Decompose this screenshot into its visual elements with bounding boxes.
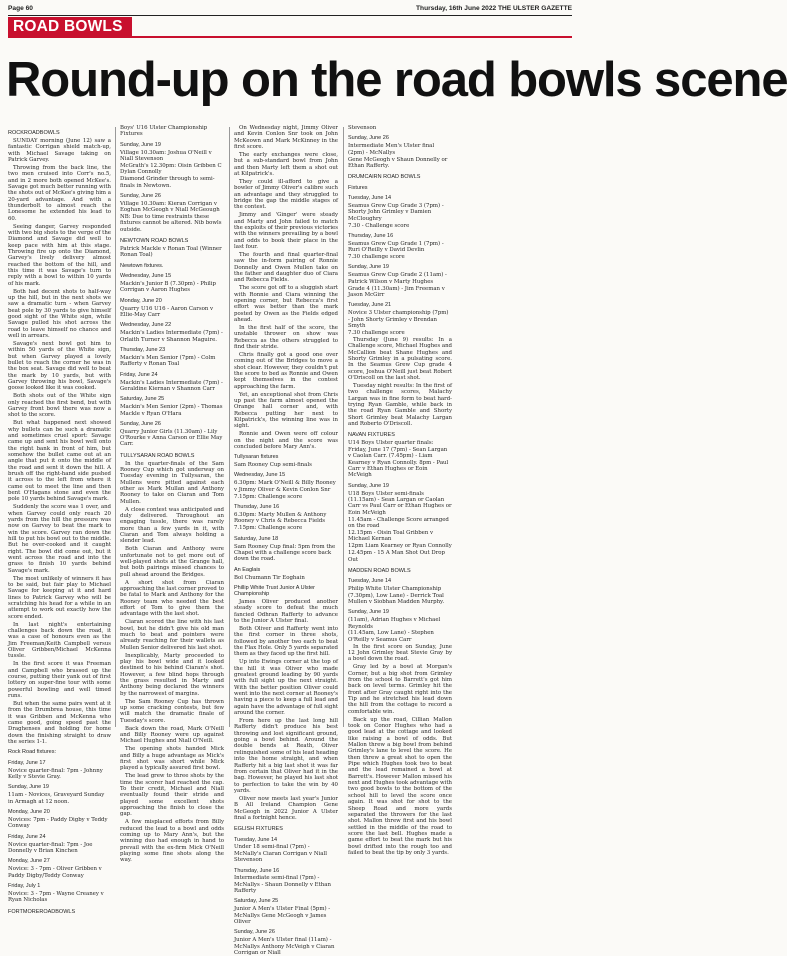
fixture-line: Seamus Grew Cup Grade 3 (7pm) - Shorty John Grimley v Damien McCloughry bbox=[348, 202, 444, 222]
fixture-line: (11am), Adrian Hughes v Michael Reynolds bbox=[348, 617, 441, 630]
paragraph: A few misplaced efforts from Billy reduced the lead to a bowl and odds coming up to Mary Ann's, but the winning duo had enough in hand to prevail with the ex-firm Mick O'Neill playing some fine shots along the way. bbox=[120, 819, 224, 864]
paragraph: Yet, an exceptional shot from Chris up past the farm almost opened the Orange hall corner and, with Rebecca putting her next to Kilpatrick's, the winning line was in sight. bbox=[234, 391, 338, 430]
page-number: Page 60 bbox=[8, 5, 33, 12]
headline: Round-up on the road bowls scene bbox=[6, 53, 787, 107]
fixture-line: 7.15pm: Challenge score bbox=[234, 525, 303, 532]
paragraph: On Wednesday night, Jimmy Oliver and Kevin Conlon Snr took on John McKeown and Mark McKinney in the first score. bbox=[234, 125, 338, 151]
fixture-line: Mackin's Men Senior (2pm) - Thomas Mackle v Ryan O'Hara bbox=[120, 404, 223, 417]
paragraph: The early exchanges were close, but a sub-standard bowl from John and then Marty left them a shot out at Kilpatrick's. bbox=[234, 151, 338, 177]
fixture-line: Junior A Men's Ulster Final (5pm) - McNallys Gene McGeogh v James Oliver bbox=[234, 906, 331, 926]
section-heading: NEWTOWN ROAD BOWLS bbox=[120, 238, 189, 245]
paragraph: A close contest was anticipated and duly delivered. Throughout an engaging tussle, there was rarely more than a few yards in it, with Ciaran and Tom always holding a slender lead. bbox=[120, 506, 224, 545]
paragraph: Ronnie and Owen were off colour on the night and the score was concluded before Mary Ann's. bbox=[234, 431, 338, 450]
fixture-line: Patrick Mackle v Ronan Toal (Winner Ronan Toal) bbox=[120, 246, 222, 259]
section-label: ROAD BOWLS bbox=[8, 17, 132, 36]
paragraph: Both Ciaran and Anthony were unfortunate not to get more out of well-played shots at the Grange hall, but both pairings missed chances to pull ahead around the Bridges. bbox=[120, 546, 224, 578]
paragraph: In last night's entertaining challenges back down the road, it was a case of honours even as the Jim Freeman/Keith Campbell versus Oliver Gribben/Michael McKenna tussle. bbox=[8, 621, 111, 660]
paragraph: The Sam Rooney Cup has thrown up some cracking contests, but few will match the dramatic finale of Tuesday's score. bbox=[120, 698, 224, 724]
article-columns bbox=[8, 125, 573, 956]
paragraph: Chris finally got a good one over coming out of the Bridges to move a shot clear. However, they couldn't put the score to bed as Ronnie and Owen kept themselves in the contest approaching the farm. bbox=[234, 351, 338, 390]
section-heading: DRUMCAIRN ROAD BOWLS bbox=[348, 174, 421, 181]
fixture-line: Village 10.30am: Kieran Corrigan v Eoghan McGeogh v Niall McGeough bbox=[120, 200, 220, 214]
fixture-line: Novice 3 Ulster championship (7pm) - John Shorty Grimley v Brendan Smyth bbox=[348, 310, 449, 329]
paragraph: Seeing danger, Garvey responded with two big shots to the verge of the Diamond and Savage did well to keep pace with him at this stage. Throwing fire up onto the Diamond, Garvey's lively delivery almost reached the bottom of the hill, and this time it was Savage's turn to reply with a bowl to within 10 yards of his mark. bbox=[8, 223, 111, 287]
subheading: Monday, June 20 bbox=[8, 809, 50, 816]
fixture-line: 7.30 - Challenge score bbox=[348, 222, 410, 229]
paragraph: The lead grew to three shots by the time the scorer had reached the cap. To their credit, Michael and Niall eventually found their stride and played some excellent shots approaching the finish to close the gap. bbox=[120, 773, 224, 818]
column-divider bbox=[229, 127, 230, 727]
subheading: Thursday, June 16 bbox=[234, 867, 280, 874]
paragraph: James Oliver produced another steady score to defeat the much fancied Odhran Rafferty to advance to the Junior A Ulster final. bbox=[234, 599, 338, 625]
subheading: Friday, July 1 bbox=[8, 882, 41, 889]
fixture-line: 7.15pm: Challenge score bbox=[234, 493, 303, 500]
fixture-line: 12.45pm - 15 A Man Shot Out Drop Out bbox=[348, 550, 445, 563]
column-divider bbox=[343, 127, 344, 727]
section-heading: TULLYSARAN ROAD BOWLS bbox=[120, 452, 195, 459]
fixture-line: (11.45am, Low Lane) - Stephen O'Reilly v Seamus Carr bbox=[348, 630, 434, 643]
fixture-line: 6.30pm: Marty Mullen & Anthony Rooney v Chris & Rebecca Fields bbox=[234, 511, 327, 525]
paragraph: SUNDAY morning (June 12) saw a fantastic Corrigan shield match-up, with Michael Savage taking on Patrick Garvey. bbox=[8, 137, 111, 163]
subheading: Rock Road fixtures: bbox=[8, 749, 56, 756]
subheading: Tuesday, June 14 bbox=[348, 578, 392, 585]
subheading: Sunday, June 19 bbox=[348, 609, 389, 616]
subheading: Monday, June 27 bbox=[8, 858, 50, 865]
fixture-line: Philip White Ulster Championship (7.30pm), Low Lane) - Derrick Toal Mullen v Siobhan Madden Murphy. bbox=[348, 586, 445, 605]
fixture-line: 7.30 challenge score bbox=[348, 254, 405, 261]
fixture-line: Quarry Junior Girls (11.30am) - Lily O'Rourke v Anna Carson or Ellie May Carr. bbox=[120, 428, 223, 448]
fixture-line: 7.30 challenge score bbox=[348, 329, 405, 336]
subheading: Sunday, June 26 bbox=[120, 420, 161, 427]
paragraph: Up into Ewings corner at the top of the hill it was Oliver who made greatest ground leading by 90 yards with full sight up the next straight. With the better position Oliver could went into the next corner at Rooney's having a piece to keep a full lead and again have the advantage of full sight around the corner. bbox=[234, 659, 338, 717]
paragraph: Savage's next bowl got him to within 50 yards of the White sign, but when Garvey played a lovely bullet to reach the corner he was in the box seat. Savage did well to beat the mark by 10 yards, but with Garvey throwing his bowl, Savage's goose looked like it was cooked. bbox=[8, 340, 111, 392]
fixture-line: Bol Chumann Tir Eoghain bbox=[234, 574, 305, 581]
fixture-line: 12pm Liam Kearney or Ryan Connolly bbox=[348, 543, 452, 550]
paragraph: In the first score it was Freeman and Campbell who brassed up the course, putting their yank out of first lottery on super-fine tour with some powerful bowling and well timed runs. bbox=[8, 661, 111, 700]
fixture-line: Novices: 7pm - Paddy Digby v Teddy Conway bbox=[8, 816, 108, 830]
paragraph: Both had decent shots to half-way up the hill, but in the next shots we saw a dramatic turn - when Garvey beat pole by 30 yards to give himself good sight of the White sign, while Savage pulled his shot across the road to leave himself no chance and well in arrears. bbox=[8, 288, 111, 340]
subheading: An Eaglais bbox=[234, 566, 261, 573]
paragraph: They could ill-afford to give a bowler of Jimmy Oliver's calibre such an advantage and they struggled to bridge the gap the middle stages of the contest. bbox=[234, 178, 338, 211]
fixture-line: Mackin's Junior B (7.30pm) - Philip Corrigan v Aaron Hughes bbox=[120, 281, 216, 294]
fixture-line: 6.30pm: Mark O'Neill & Billy Rooney v Jimmy Oliver & Kevin Conlon Snr bbox=[234, 480, 336, 493]
fixture-line: Novice: 3 - 7pm - Oliver Gribben v Paddy Digby/Teddy Conway bbox=[8, 866, 102, 879]
fixture-line: Seamus Grew Cup Grade 1 (7pm) - Ruri O'Reilly v David Devlin bbox=[348, 240, 444, 254]
paragraph: Inexplicably, Marty proceeded to play his bowl wide and it looked destined to his behind Ciaran's shot. However, a few blind hops through the grass resulted in Marty and Anthony being declared the winners by the narrowest of margins. bbox=[120, 652, 224, 697]
fixture-line: 11am - Novices, Graveyard Sunday in Armagh at 12 noon. bbox=[8, 792, 105, 805]
fixture-line: Mackin's Ladies Intermediate (7pm) - Geraldine Kiernan v Shannon Carr bbox=[120, 379, 223, 392]
subheading: Thursday, June 16 bbox=[348, 232, 394, 239]
fixture-line: Gene McGeogh v Shaun Donnelly or Ethan Rafferty. bbox=[348, 156, 448, 169]
paragraph: In the first score on Sunday, June 12 John Grimley beat Stevie Gray by a bowl down the road. bbox=[348, 643, 452, 663]
paragraph: Gray led by a bowl at Morgan's Corner, but a big shot from Grimley from the school to Barrett's got him back on level terms. Grimley hit the front after Gray caught right into the Tip and he stretched his lead down the hill from the cottage to record a comfortable win. bbox=[348, 664, 452, 715]
paragraph: Suddenly the score was 1 over, and when Garvey could only reach 20 yards from the hill the pressure was now on Garvey to beat the mark to win the score. Garvey ran down the hill to put his bowl out to the middle. But he over-cooked and it caught right. The bowl did come out, but it went across the road and into the grass to finish 10 yards behind Savage's mark. bbox=[8, 504, 111, 574]
paragraph: The score got off to a sluggish start with Ronnie and Ciara winning the opening corner, but Rebecca's first effort was better than the mark posted by Owen as the Fields edged ahead. bbox=[234, 285, 338, 323]
fixture-line: Junior A Men's Ulster final (11am) - McNallys Anthony McVeigh v Ciaran Corrigan or Niall bbox=[234, 937, 335, 956]
subheading: Tuesday, June 21 bbox=[348, 302, 392, 309]
paragraph: Thursday (June 9) results: In a Challenge score, Michael Hughes and McCallion beat Shane Hughes and Shorty Grimley in a pulsating score. In the Seamus Grew Cup grade 4 score, Joshua O'Neill just beat Robert O'Driscoll on the last shot. bbox=[348, 336, 452, 381]
section-rule bbox=[8, 36, 572, 38]
issue-date: Thursday, 16th June 2022 THE ULSTER GAZETTE bbox=[416, 5, 572, 12]
paragraph: A short shot from Ciaran approaching the last corner proved to be fatal to Mark and Anthony for the Rooney team who needed the best effort of Tom to give them the advantage with the last shot. bbox=[120, 579, 225, 618]
subheading: Monday, June 20 bbox=[120, 297, 162, 304]
section-heading: ROCKROADBOWLS bbox=[8, 130, 60, 136]
fixture-line: Intermediate Men's Ulster final (2pm) - McNallys bbox=[348, 143, 435, 156]
fixture-line: 12.15pm - Oisin Toal Gribben v Michael Kernan bbox=[348, 530, 434, 543]
section-heading: MADDEN ROAD BOWLS bbox=[348, 567, 411, 574]
fixture-line: NB: Due to time restraints these fixtures cannot be altered. Nib bowls outside. bbox=[120, 214, 222, 233]
paragraph: But what happened next showed why bullets can be such a dramatic and sometimes cruel sport: Savage came up and sent his bowl well onto the right bank in front of him, but somehow the bullet came out at an angle that put it onto the middle of the road and sent it down the hill. A brush off the right-hand side pushed it across to the left from where it came out to meet the line and then bent O'Hagans stone and even the pole 10 yards behind Savage's mark. bbox=[8, 420, 111, 503]
fixture-line: Boys' U16 Ulster Championship Fixtures bbox=[120, 125, 208, 138]
subheading: Fixtures bbox=[348, 184, 368, 191]
fixture-line: Novice quarter-final: 7pm - Johnny Kelly v Stevie Gray. bbox=[8, 767, 103, 781]
fixture-line: Sam Rooney Cup semi-finals bbox=[234, 462, 312, 469]
paragraph: The fourth and final quarter-final saw the in-form pairing of Ronnie Donnelly and Owen Mullen take on the father and daughter duo of Ciara and Rebecca Fields. bbox=[234, 251, 338, 284]
fixture-line: Stevenson bbox=[348, 125, 377, 131]
paragraph: Jimmy and 'Ginger' were steady and Marty and John failed to match the exploits of their previous victories with the winners prevailing by a bowl and odds to book their place in the last four. bbox=[234, 212, 339, 250]
subheading: Sunday, June 26 bbox=[348, 135, 389, 142]
subheading: Friday, June 24 bbox=[8, 833, 46, 840]
fixture-line: Quarry U16 U16 - Aaron Carson v Ellie-May Carr bbox=[120, 305, 214, 318]
fixture-line: 11.45am - Challenge Score arranged on the road bbox=[348, 516, 449, 530]
article-column-3 bbox=[234, 125, 339, 956]
article-column-4 bbox=[348, 125, 452, 856]
fixture-line: Mackin's Ladies Intermediate (7pm) -Orlaith Turner v Shannon Maguire. bbox=[120, 330, 223, 343]
subheading: Phillip White Trust Junior A Ulster Championship bbox=[234, 584, 316, 598]
folio-rule bbox=[8, 15, 572, 16]
subheading: Thursday, June 16 bbox=[234, 504, 280, 511]
fixture-line: Friday, June 17 (7pm) - Sean Largan v Caolan Carr. (7.45pm) - Liam Kearney v Ryan Connolly. 8pm - Paul Carr v Ethan Hughes or Eoin McVeigh bbox=[348, 447, 449, 479]
subheading: Sunday, June 19 bbox=[8, 784, 49, 791]
subheading: Sunday, June 26 bbox=[234, 929, 275, 936]
fixture-line: Seamus Grew Cup Grade 2 (11am) - Patrick Wilson v Marty Hughes bbox=[348, 272, 447, 285]
subheading: Wednesday, June 22 bbox=[120, 322, 172, 329]
subheading: Tuesday, June 14 bbox=[234, 836, 278, 843]
paragraph: Throwing from the back line, the two men cruised into Corr's no.5, and in 2 more both opened McKee's. Savage got much better running with the shots out of McKee's giving him a 20-yard advantage. And with a thunderbolt to almost reach the Lonesome he extended his lead to 60. bbox=[8, 164, 111, 222]
subheading: Sunday, June 19 bbox=[120, 141, 161, 148]
subheading: Wednesday, June 15 bbox=[234, 472, 286, 479]
paragraph: Both Oliver and Rafferty went into the first corner in three shots, followed by another two each to beat the Flax Hole. Only 5 yards separated them as they faced up the first hill. bbox=[234, 626, 338, 658]
fixture-line: U14 Boys Ulster quarter finals: bbox=[348, 440, 434, 447]
paragraph: The most unlikely of winners it has to be said, but fair play to Michael Savage for keeping at it and hard lines to Patrick Garvey who will be scratching his head for a while in an attempt to work out exactly how the score ended. bbox=[8, 575, 111, 620]
subheading: Sunday, June 19 bbox=[348, 482, 389, 489]
section-heading: EGLISH FIXTURES bbox=[234, 826, 283, 833]
subheading: Saturday, June 25 bbox=[120, 396, 165, 403]
paragraph: From here up the last long hill Rafferty didn't produce his best throwing and lost significant ground, going a bowl behind. Around the double bends at Reath, Oliver relinquished some of his lead heading into the home straight, and when Rafferty hit a big last shot it was far from certain that Oliver had it in the bag. However, he played his last shot to perfection to take the win by 40 yards. bbox=[234, 718, 338, 794]
folio-bar bbox=[8, 4, 572, 14]
paragraph: In the quarter-finals of the Sam Rooney Cup which got underway on Tuesday evening in Tullysaran, the Mullens were pitted against each other as Mark Mullan and Anthony Rooney to take on Ciaran and Tom Mullen. bbox=[120, 460, 224, 505]
subheading: Friday, June 24 bbox=[120, 371, 158, 378]
paragraph: Oliver now meets last year's Junior B All Ireland Champion Gene McGeogh in 2022 Junior A Ulster final a fortnight hence. bbox=[234, 795, 338, 821]
paragraph: But when the same pairs went at it from the Drumbrea house, this time it was Gribben and McKenna who came good, going speed past the Draghenses and holding for home down the finishing straight to draw the series 1-1. bbox=[8, 701, 111, 746]
paragraph: Both shots out of the White sign only reached the first bend, but with Garvey front bowl there was now a shot to the score. bbox=[8, 393, 111, 419]
fixture-line: Village 10.30am: Joshua O'Neill v Niall Stevenson bbox=[120, 149, 212, 162]
article-column-1 bbox=[8, 125, 111, 915]
fixture-line: Intermediate semi-final (7pm) - McNallys - Shaun Donnelly v Ethan Rafferty bbox=[234, 875, 331, 895]
article-column-2 bbox=[120, 125, 225, 864]
fixture-line: Novice quarter-final: 7pm - Joe Donnelly v Brian Kinchen bbox=[8, 841, 93, 854]
fixture-line: Diamond Grinder through to semi-finals in Newtown. bbox=[120, 176, 215, 189]
subheading: Tullysaran fixtures bbox=[234, 454, 279, 461]
fixture-line: U18 Boys Ulster semi-finals (11.15am) - Sean Largan or Caolan Carr vs Paul Carr or Ethan Hughes or Eoin McVeigh bbox=[348, 490, 452, 516]
subheading: Friday, June 17 bbox=[8, 759, 46, 766]
subheading: Sunday, June 19 bbox=[348, 264, 389, 271]
subheading: Tuesday, June 14 bbox=[348, 194, 392, 201]
section-heading: NAVAN FIXTURES bbox=[348, 432, 395, 439]
paragraph: In the first half of the score, the unstable thrower on show was Rebecca as the others struggled to find their stride. bbox=[234, 324, 338, 350]
paragraph: Tuesday night results: In the first of two challenge scores, Malachy Largan was in fine form to beat hard-trying Ryan Gamble, while back in the road Ryan Gamble and Shorty Short Grimley beat Malachy Largan and Roberto O'Driscoll. bbox=[348, 382, 452, 427]
paragraph: Back up the road, Cillian Mallon took on Conor Hughes who had a good lead at the cottage and looked like raising a bowl of odds. But Mallon threw a big bowl from behind Grimley's lane to level the score. He then threw a great shot to open the Pipe which Hughes took two to beat and the lead remained a bowl at Barrett's. However Mallon missed his next and Hughes took advantage with two good bowls to the bottom of the school hill to level the score once again. It was shot for shot to the Sheep Road and more yards separated the throwers for the last shot. Mallon threw first and his bowl settled in the middle of the road to score the last bell. Hughes made a game effort to beat the mark but his bowl drifted into the rough too and failed to beat the tip by only 3 yards. bbox=[348, 716, 452, 856]
fixture-line: Novice: 3 - 7pm - Wayne Creaney v Ryan Nicholas bbox=[8, 890, 104, 904]
fixture-line: McGrath's 12.30pm: Oisin Gribben C Dylan Connolly bbox=[120, 162, 222, 176]
subheading: Sunday, June 26 bbox=[120, 192, 161, 199]
subheading: Saturday, June 25 bbox=[234, 898, 279, 905]
section-heading: FORTMOREROADBOWLS bbox=[8, 908, 76, 915]
column-divider bbox=[115, 127, 116, 727]
fixture-line: Grade 4 (11.30am) - Jim Freeman v Jason McGirr bbox=[348, 285, 445, 298]
paragraph: Ciaran scored the line with his last bowl, but he didn't give his old man much to beat and pointers were already reaching for their wallets as Mullen Senior delivered his last shot. bbox=[120, 619, 224, 651]
fixture-line: Mackin's Men Senior (7pm) - Colm Rafferty v Ronan Toal bbox=[120, 354, 216, 368]
paragraph: The opening shots handed Mick and Billy a huge advantage as Mick's first shot was short while Mick played a typically assured first bowl. bbox=[120, 746, 224, 772]
paragraph: Back down the road, Mark O'Neill and Billy Rooney were up against Michael Hughes and Niall O'Neill. bbox=[120, 725, 224, 745]
fixture-line: Under 18 semi-final (7pm) - McNally's Ciaran Corrigan v Niall Stevenson bbox=[234, 844, 327, 864]
subheading: Thursday, June 23 bbox=[120, 346, 166, 353]
subheading: Saturday, June 18 bbox=[234, 535, 279, 542]
subheading: Wednesday, June 15 bbox=[120, 273, 172, 280]
subheading: Newtown fixtures. bbox=[120, 262, 164, 269]
fixture-line: Sam Rooney Cup final: 5pm from the Chapel with a challenge score back down the road. bbox=[234, 543, 336, 563]
